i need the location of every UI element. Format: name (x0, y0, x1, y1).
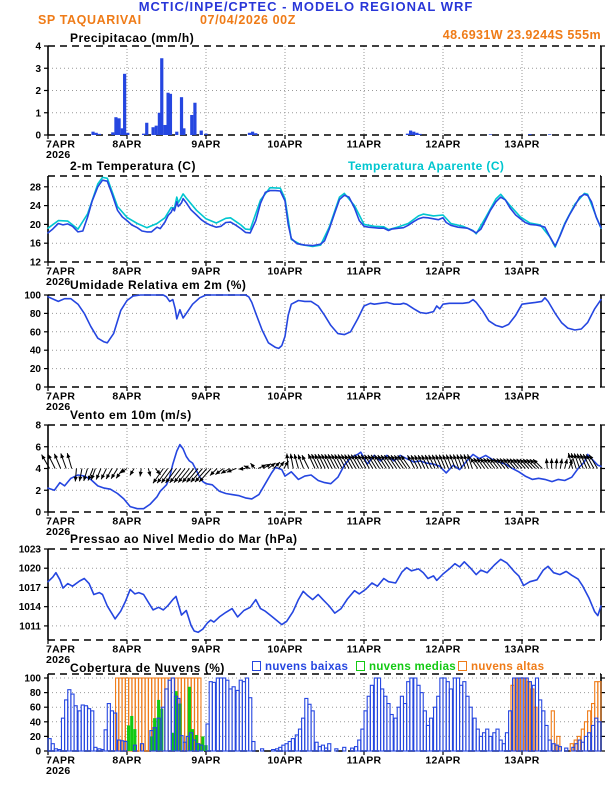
x-day-label: 11APR (346, 643, 382, 656)
y-tick-label: 60 (29, 327, 41, 339)
cloud-bar-blue (489, 736, 492, 751)
wind-arrowhead (559, 459, 563, 464)
wind-arrowhead (78, 476, 82, 481)
x-day-label: 7APR (46, 265, 76, 278)
y-tick-label: 4 (35, 464, 41, 475)
legend-apparent-temperature: Temperatura Aparente (C) (348, 159, 505, 173)
x-year-label: 2026 (46, 276, 71, 288)
y-tick-label: 80 (29, 308, 41, 320)
x-day-label: 9APR (191, 265, 221, 278)
y-tick-label: 12 (29, 257, 41, 269)
panel-title-precipitation: Precipitacao (mm/h) (70, 31, 195, 45)
run-datetime: 07/04/2026 00Z (200, 13, 296, 27)
x-year-label: 2026 (46, 654, 71, 666)
low-clouds-swatch-icon (252, 661, 261, 671)
data-line (48, 559, 601, 632)
cloud-bar-blue (91, 711, 94, 751)
y-tick-label: 16 (29, 238, 41, 250)
page-title: MCTIC/INPE/CPTEC - MODELO REGIONAL WRF (138, 0, 474, 14)
y-tick-label: 0 (35, 746, 41, 758)
precip-bar (169, 94, 172, 135)
cloud-bar-blue (74, 706, 77, 751)
y-tick-label: 40 (29, 345, 41, 357)
legend-low-clouds (252, 661, 348, 673)
x-day-label: 8APR (112, 754, 142, 767)
x-day-label: 7APR (46, 390, 76, 403)
precip-bar (95, 133, 98, 135)
panel-2 (24, 291, 605, 414)
wind-arrowhead (161, 478, 165, 483)
x-day-label: 11APR (346, 515, 382, 528)
precip-bar (145, 123, 148, 135)
x-day-label: 9APR (191, 643, 221, 656)
precip-bar (528, 134, 531, 135)
wind-arrowhead (460, 454, 464, 459)
wind-arrowhead (139, 472, 143, 477)
high-clouds-swatch-icon (458, 661, 467, 671)
x-day-label: 13APR (504, 515, 540, 528)
data-line (48, 177, 601, 247)
wind-arrowhead (554, 459, 558, 464)
precip-bar (160, 58, 163, 135)
cloud-bar-blue (370, 685, 373, 751)
y-tick-label: 28 (29, 182, 41, 194)
legend-mid-clouds-label: nuvens medias (369, 661, 456, 673)
x-day-label: 8APR (112, 643, 142, 656)
y-tick-label: 1023 (18, 544, 41, 556)
wind-arrowhead (464, 454, 468, 459)
cloud-bar-blue (54, 749, 57, 751)
x-year-label: 2026 (46, 765, 71, 777)
precip-bar (155, 126, 158, 135)
precip-bar (175, 132, 178, 135)
wind-arrowhead (453, 454, 457, 459)
cloud-bar-blue (291, 739, 294, 751)
x-day-label: 11APR (346, 138, 382, 151)
y-tick-label: 1 (35, 108, 41, 120)
x-day-label: 10APR (267, 754, 303, 767)
precip-bar (98, 134, 101, 135)
mid-clouds-swatch-icon (356, 661, 365, 671)
x-day-label: 8APR (112, 138, 142, 151)
y-tick-label: 3 (35, 63, 41, 75)
y-tick-label: 4 (35, 41, 41, 53)
x-day-label: 13APR (504, 643, 540, 656)
panel-title-temperature: 2-m Temperatura (C) (70, 159, 196, 173)
x-year-label: 2026 (46, 401, 71, 413)
y-tick-label: 20 (29, 219, 41, 231)
y-tick-label: 6 (35, 442, 41, 454)
precip-bar (151, 127, 154, 135)
precip-bar (248, 133, 251, 135)
wind-arrowhead (298, 455, 302, 460)
data-line (48, 445, 601, 509)
cloud-bar-blue (598, 722, 601, 751)
x-day-label: 8APR (112, 390, 142, 403)
cloud-bar-blue (328, 744, 331, 751)
panel-1 (30, 176, 605, 288)
x-day-label: 12APR (425, 643, 461, 656)
wind-arrowhead (153, 478, 157, 483)
y-tick-label: 0 (35, 130, 41, 142)
cloud-bar-orange (142, 678, 145, 751)
legend-mid-clouds (356, 661, 456, 673)
legend-high-clouds (458, 661, 544, 673)
precip-bar (200, 131, 203, 135)
precip-bar (182, 128, 185, 135)
cloud-bar-orange (145, 678, 148, 751)
wind-arrowhead (60, 453, 64, 458)
y-tick-label: 1011 (19, 621, 41, 633)
y-tick-label: 60 (29, 702, 41, 714)
x-day-label: 7APR (46, 754, 76, 767)
precip-bar (163, 125, 166, 135)
cloud-bar-blue (232, 687, 235, 751)
panel-0 (35, 42, 605, 162)
x-day-label: 8APR (112, 265, 142, 278)
x-day-label: 12APR (425, 390, 461, 403)
precip-bar (126, 133, 129, 135)
x-day-label: 13APR (504, 138, 540, 151)
x-day-label: 12APR (425, 265, 461, 278)
precip-bar (123, 74, 126, 135)
y-tick-label: 100 (24, 673, 41, 685)
x-year-label: 2026 (46, 149, 71, 161)
cloud-bar-blue (565, 748, 568, 751)
x-day-label: 12APR (425, 515, 461, 528)
cloud-bar-blue (351, 748, 354, 751)
cloud-bar-orange (139, 678, 142, 751)
y-tick-label: 1017 (18, 582, 41, 594)
y-tick-label: 80 (29, 688, 41, 700)
cloud-bar-blue (430, 718, 433, 751)
location-coordinates: 48.6931W 23.9244S 555m (442, 28, 601, 42)
cloud-bar-orange (122, 678, 125, 751)
wind-arrowhead (450, 455, 454, 460)
wind-arrowhead (550, 459, 554, 464)
x-day-label: 9APR (191, 515, 221, 528)
panel-title-wind: Vento em 10m (m/s) (70, 408, 192, 422)
precip-bar (142, 134, 145, 135)
panel-5 (24, 674, 605, 777)
x-year-label: 2026 (46, 526, 71, 538)
y-tick-label: 0 (35, 382, 41, 394)
x-day-label: 8APR (112, 515, 142, 528)
panel-title-humidity: Umidade Relativa em 2m (%) (70, 278, 247, 292)
cloud-bar-orange (198, 678, 201, 751)
precip-bar (489, 134, 492, 135)
y-tick-label: 2 (35, 485, 41, 497)
cloud-bar-blue (390, 715, 393, 751)
cloud-bar-blue (410, 678, 413, 751)
y-tick-label: 0 (35, 507, 41, 519)
y-tick-label: 8 (35, 420, 41, 432)
cloud-bar-blue (343, 747, 346, 751)
cloud-bar-blue (335, 749, 338, 751)
x-day-label: 9APR (191, 138, 221, 151)
cloud-bar-blue (509, 711, 512, 751)
cloud-bar-blue (469, 707, 472, 751)
x-day-label: 13APR (504, 754, 540, 767)
panel-3 (35, 421, 605, 539)
x-day-label: 10APR (267, 515, 303, 528)
x-day-label: 10APR (267, 265, 303, 278)
x-day-label: 7APR (46, 138, 76, 151)
y-tick-label: 1014 (18, 602, 41, 614)
precip-bar (111, 132, 114, 135)
precip-bar (204, 134, 207, 135)
cloud-bar-blue (548, 740, 551, 751)
x-day-label: 9APR (191, 754, 221, 767)
y-tick-label: 24 (29, 201, 41, 213)
wind-arrowhead (157, 478, 161, 483)
cloud-bar-blue (272, 750, 275, 751)
precip-bar (190, 115, 193, 135)
data-line (48, 295, 601, 348)
y-tick-label: 20 (29, 731, 41, 743)
precip-bar (254, 133, 257, 135)
precip-bar (114, 117, 117, 135)
x-day-label: 10APR (267, 138, 303, 151)
x-day-label: 11APR (346, 265, 382, 278)
y-tick-label: 20 (29, 364, 41, 376)
wind-arrowhead (289, 454, 293, 459)
y-tick-label: 100 (24, 290, 41, 302)
x-day-label: 11APR (346, 390, 382, 403)
precip-bar (412, 132, 415, 135)
cloud-bar-blue (94, 747, 97, 751)
y-tick-label: 1020 (18, 563, 41, 575)
precip-bar (415, 133, 418, 135)
precip-bar (406, 134, 409, 135)
y-tick-label: 2 (35, 86, 41, 97)
wind-arrowhead (116, 473, 120, 478)
y-tick-label: 40 (29, 717, 41, 729)
precip-bar (418, 134, 421, 135)
x-day-label: 12APR (425, 754, 461, 767)
cloud-bar-blue (588, 733, 591, 751)
x-day-label: 7APR (46, 515, 76, 528)
cloud-bar-blue (252, 742, 255, 751)
precip-bar (409, 131, 412, 135)
panel-title-pressure: Pressao ao Nivel Medio do Mar (hPa) (70, 532, 298, 546)
wind-arrowhead (91, 475, 95, 480)
x-day-label: 10APR (267, 643, 303, 656)
x-day-label: 10APR (267, 390, 303, 403)
legend-low-clouds-label: nuvens baixas (265, 661, 349, 673)
cloud-bar-blue (449, 689, 452, 751)
x-day-label: 7APR (46, 643, 76, 656)
precip-bar (251, 132, 254, 135)
precip-bar (91, 132, 94, 135)
panel-title-clouds: Cobertura de Nuvens (%) (70, 661, 225, 675)
x-day-label: 13APR (504, 265, 540, 278)
station-name: SP TAQUARIVAI (38, 13, 142, 27)
legend-high-clouds-label: nuvens altas (471, 661, 545, 673)
wind-arrowhead (457, 454, 461, 459)
cloud-bar-blue (212, 682, 215, 751)
x-day-label: 9APR (191, 390, 221, 403)
x-day-label: 13APR (504, 390, 540, 403)
cloud-bar-blue (261, 749, 264, 751)
x-day-label: 12APR (425, 138, 461, 151)
x-day-label: 11APR (346, 754, 382, 767)
panel-4 (19, 545, 605, 667)
cloud-bar-blue (311, 711, 314, 751)
precip-bar (193, 103, 196, 135)
precip-bar (118, 118, 121, 135)
precip-bar (548, 134, 551, 135)
